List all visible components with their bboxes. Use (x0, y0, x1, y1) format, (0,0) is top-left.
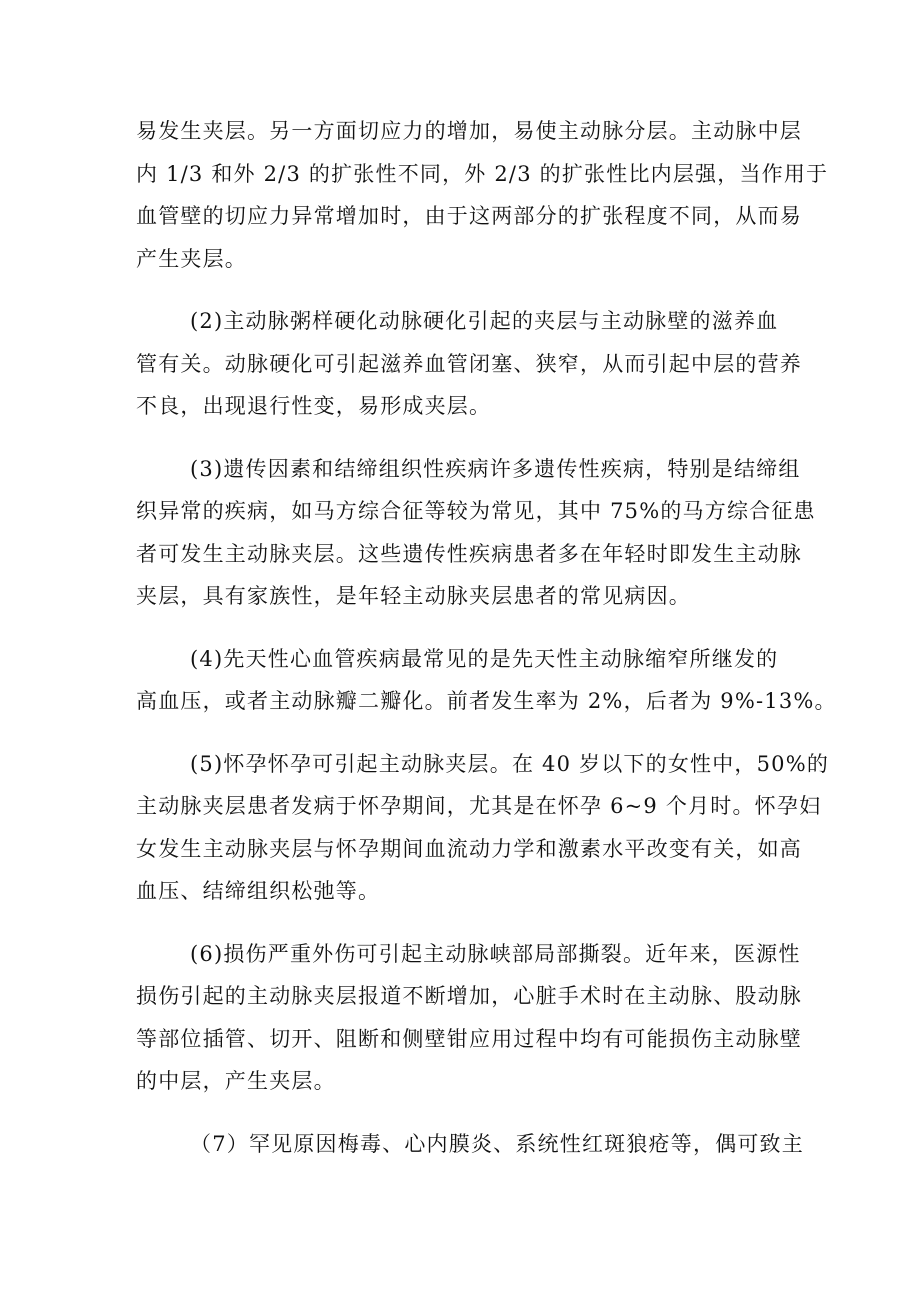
text-line: 管有关。动脉硬化可引起滋养血管闭塞、狭窄，从而引起中层的营养 (136, 351, 802, 376)
text-line: 高血压，或者主动脉瓣二瓣化。前者发生率为 2%，后者为 9%-13%。 (136, 689, 837, 713)
paragraph-4-start: (4)先天性心血管疾病最常见的是先天性主动脉缩窄所继发的 (190, 646, 779, 671)
paragraph-2-start: (2)主动脉粥样硬化动脉硬化引起的夹层与主动脉壁的滋养血 (190, 309, 779, 333)
text-line: 主动脉夹层患者发病于怀孕期间，尤其是在怀孕 6~9 个月时。怀孕妇 (136, 794, 822, 818)
text-line: 等部位插管、切开、阻断和侧壁钳应用过程中均有可能损伤主动脉壁 (136, 1026, 802, 1051)
text-line: 内 1/3 和外 2/3 的扩张性不同，外 2/3 的扩张性比内层强，当作用于 (136, 161, 829, 186)
paragraph-5-start: (5)怀孕怀孕可引起主动脉夹层。在 40 岁以下的女性中，50%的 (190, 751, 830, 776)
text-line: 女发生主动脉夹层与怀孕期间血流动力学和激素水平改变有关，如高 (136, 836, 802, 861)
paragraph-7-start: （7）罕见原因梅毒、心内膜炎、系统性红斑狼疮等，偶可致主 (190, 1131, 804, 1156)
text-line: 不良，出现退行性变，易形成夹层。 (136, 394, 492, 418)
paragraph-3-start: (3)遗传因素和结缔组织性疾病许多遗传性疾病，特别是结缔组 (190, 456, 801, 481)
text-line: 血压、结缔组织松弛等。 (136, 879, 381, 903)
document-body (136, 110, 837, 1165)
text-line: 产生夹层。 (136, 246, 247, 271)
text-line: 损伤引起的主动脉夹层报道不断增加，心脏手术时在主动脉、股动脉 (136, 984, 802, 1008)
text-line: 血管壁的切应力异常增加时，由于这两部分的扩张程度不同，从而易 (136, 204, 802, 228)
text-line: 织异常的疾病，如马方综合征等较为常见，其中 75%的马方综合征患 (136, 499, 816, 523)
text-line: 夹层，具有家族性，是年轻主动脉夹层患者的常见病因。 (136, 584, 691, 608)
text-line: 的中层，产生夹层。 (136, 1069, 336, 1093)
text-line: 者可发生主动脉夹层。这些遗传性疾病患者多在年轻时即发生主动脉 (136, 541, 802, 566)
paragraph-6-start: (6)损伤严重外伤可引起主动脉峡部局部撕裂。近年来，医源性 (190, 941, 801, 966)
text-line: 易发生夹层。另一方面切应力的增加，易使主动脉分层。主动脉中层 (136, 119, 802, 143)
